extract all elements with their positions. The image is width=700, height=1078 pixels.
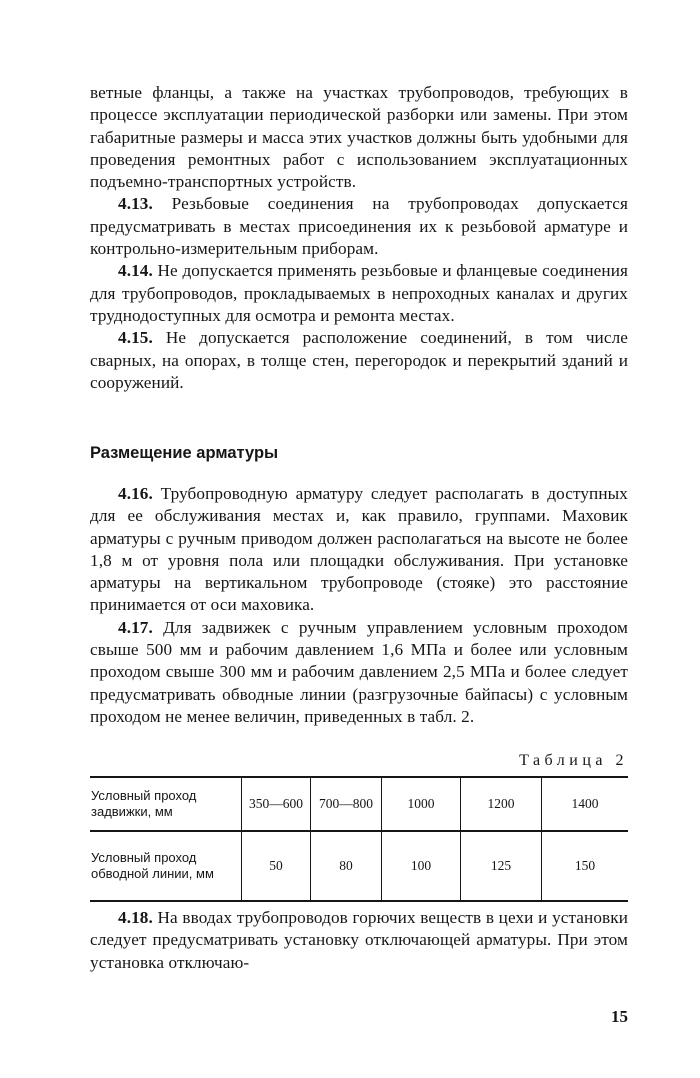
paragraph-4-14 bbox=[90, 260, 628, 327]
table-cell: 150 bbox=[542, 831, 629, 901]
table-cell: 700—800 bbox=[311, 777, 382, 831]
text-block-middle bbox=[90, 483, 628, 728]
paragraph-4-18 bbox=[90, 907, 628, 974]
table-cell: 125 bbox=[461, 831, 542, 901]
paragraph-continuation: ветные фланцы, а также на участках трубопроводов, требующих в процессе эксплуатации периодической разборки или замены. При этом габаритные размеры и масса этих участков должны быть удобными для проведения ремонтных работ с использованием эксплуатационных подъемно-транспортных устройств. bbox=[90, 83, 628, 192]
table-caption: Таблица 2 bbox=[519, 752, 628, 769]
paragraph-4-13 bbox=[90, 193, 628, 260]
clause-number: 4.14. bbox=[118, 261, 153, 281]
section-heading: Размещение арматуры bbox=[90, 444, 279, 462]
clause-number: 4.13. bbox=[118, 194, 153, 214]
table-cell: 50 bbox=[242, 831, 311, 901]
paragraph-4-15 bbox=[90, 327, 628, 394]
table-2 bbox=[90, 776, 628, 902]
clause-text: Для задвижек с ручным управлением условным проходом свыше 500 мм и рабочим давлением 1,6 МПа и более или условным проходом свыше 300 мм и рабочим давлением 2,5 МПа и более следует предусматривать обводные линии (разгрузочные байпасы) с условным проходом не менее величин, приведенных в табл. 2. bbox=[90, 617, 628, 726]
table-cell: 1400 bbox=[542, 777, 629, 831]
clause-number: 4.18. bbox=[118, 908, 153, 927]
clause-text: Не допускается расположение соединений, в том числе сварных, на опорах, в толще стен, перегородок и перекрытий зданий и сооружений. bbox=[90, 328, 628, 392]
clause-text: Не допускается применять резьбовые и фланцевые соединения для трубопроводов, прокладываемых в непроходных каналах и других труднодоступных для осмотра и ремонта местах. bbox=[90, 261, 628, 325]
table-row bbox=[90, 777, 628, 831]
clause-text: Трубопроводную арматуру следует располагать в доступных для ее обслуживания местах и, как правило, группами. Маховик арматуры с ручным приводом должен располагаться на высоте не более 1,8 м от уровня пола или площадки обслуживания. При установке арматуры на вертикальном трубопроводе (стояке) это расстояние принимается от оси маховика. bbox=[90, 484, 628, 615]
clause-number: 4.17. bbox=[118, 617, 153, 637]
table-cell: 1000 bbox=[382, 777, 461, 831]
text-block-upper bbox=[90, 82, 628, 394]
clause-number: 4.16. bbox=[118, 484, 153, 503]
row-header: Условный проход задвижки, мм bbox=[90, 777, 242, 831]
clause-number: 4.15. bbox=[118, 328, 153, 348]
clause-text: Резьбовые соединения на трубопроводах допускается предусматривать в местах присоединения их к резьбовой арматуре и контрольно-измерительным приборам. bbox=[90, 194, 628, 259]
table-cell: 80 bbox=[311, 831, 382, 901]
row-header: Условный проход обводной линии, мм bbox=[90, 831, 242, 901]
table-cell: 1200 bbox=[461, 777, 542, 831]
clause-text: На вводах трубопроводов горючих веществ в цехи и установки следует предусматривать установку отключающей арматуры. При этом установка отключаю- bbox=[90, 908, 628, 972]
table-cell: 100 bbox=[382, 831, 461, 901]
paragraph-4-16 bbox=[90, 483, 628, 617]
page-number: 15 bbox=[611, 1007, 628, 1026]
text-block-lower bbox=[90, 907, 628, 974]
table-cell: 350—600 bbox=[242, 777, 311, 831]
paragraph-4-17 bbox=[90, 617, 628, 728]
table-row bbox=[90, 831, 628, 901]
